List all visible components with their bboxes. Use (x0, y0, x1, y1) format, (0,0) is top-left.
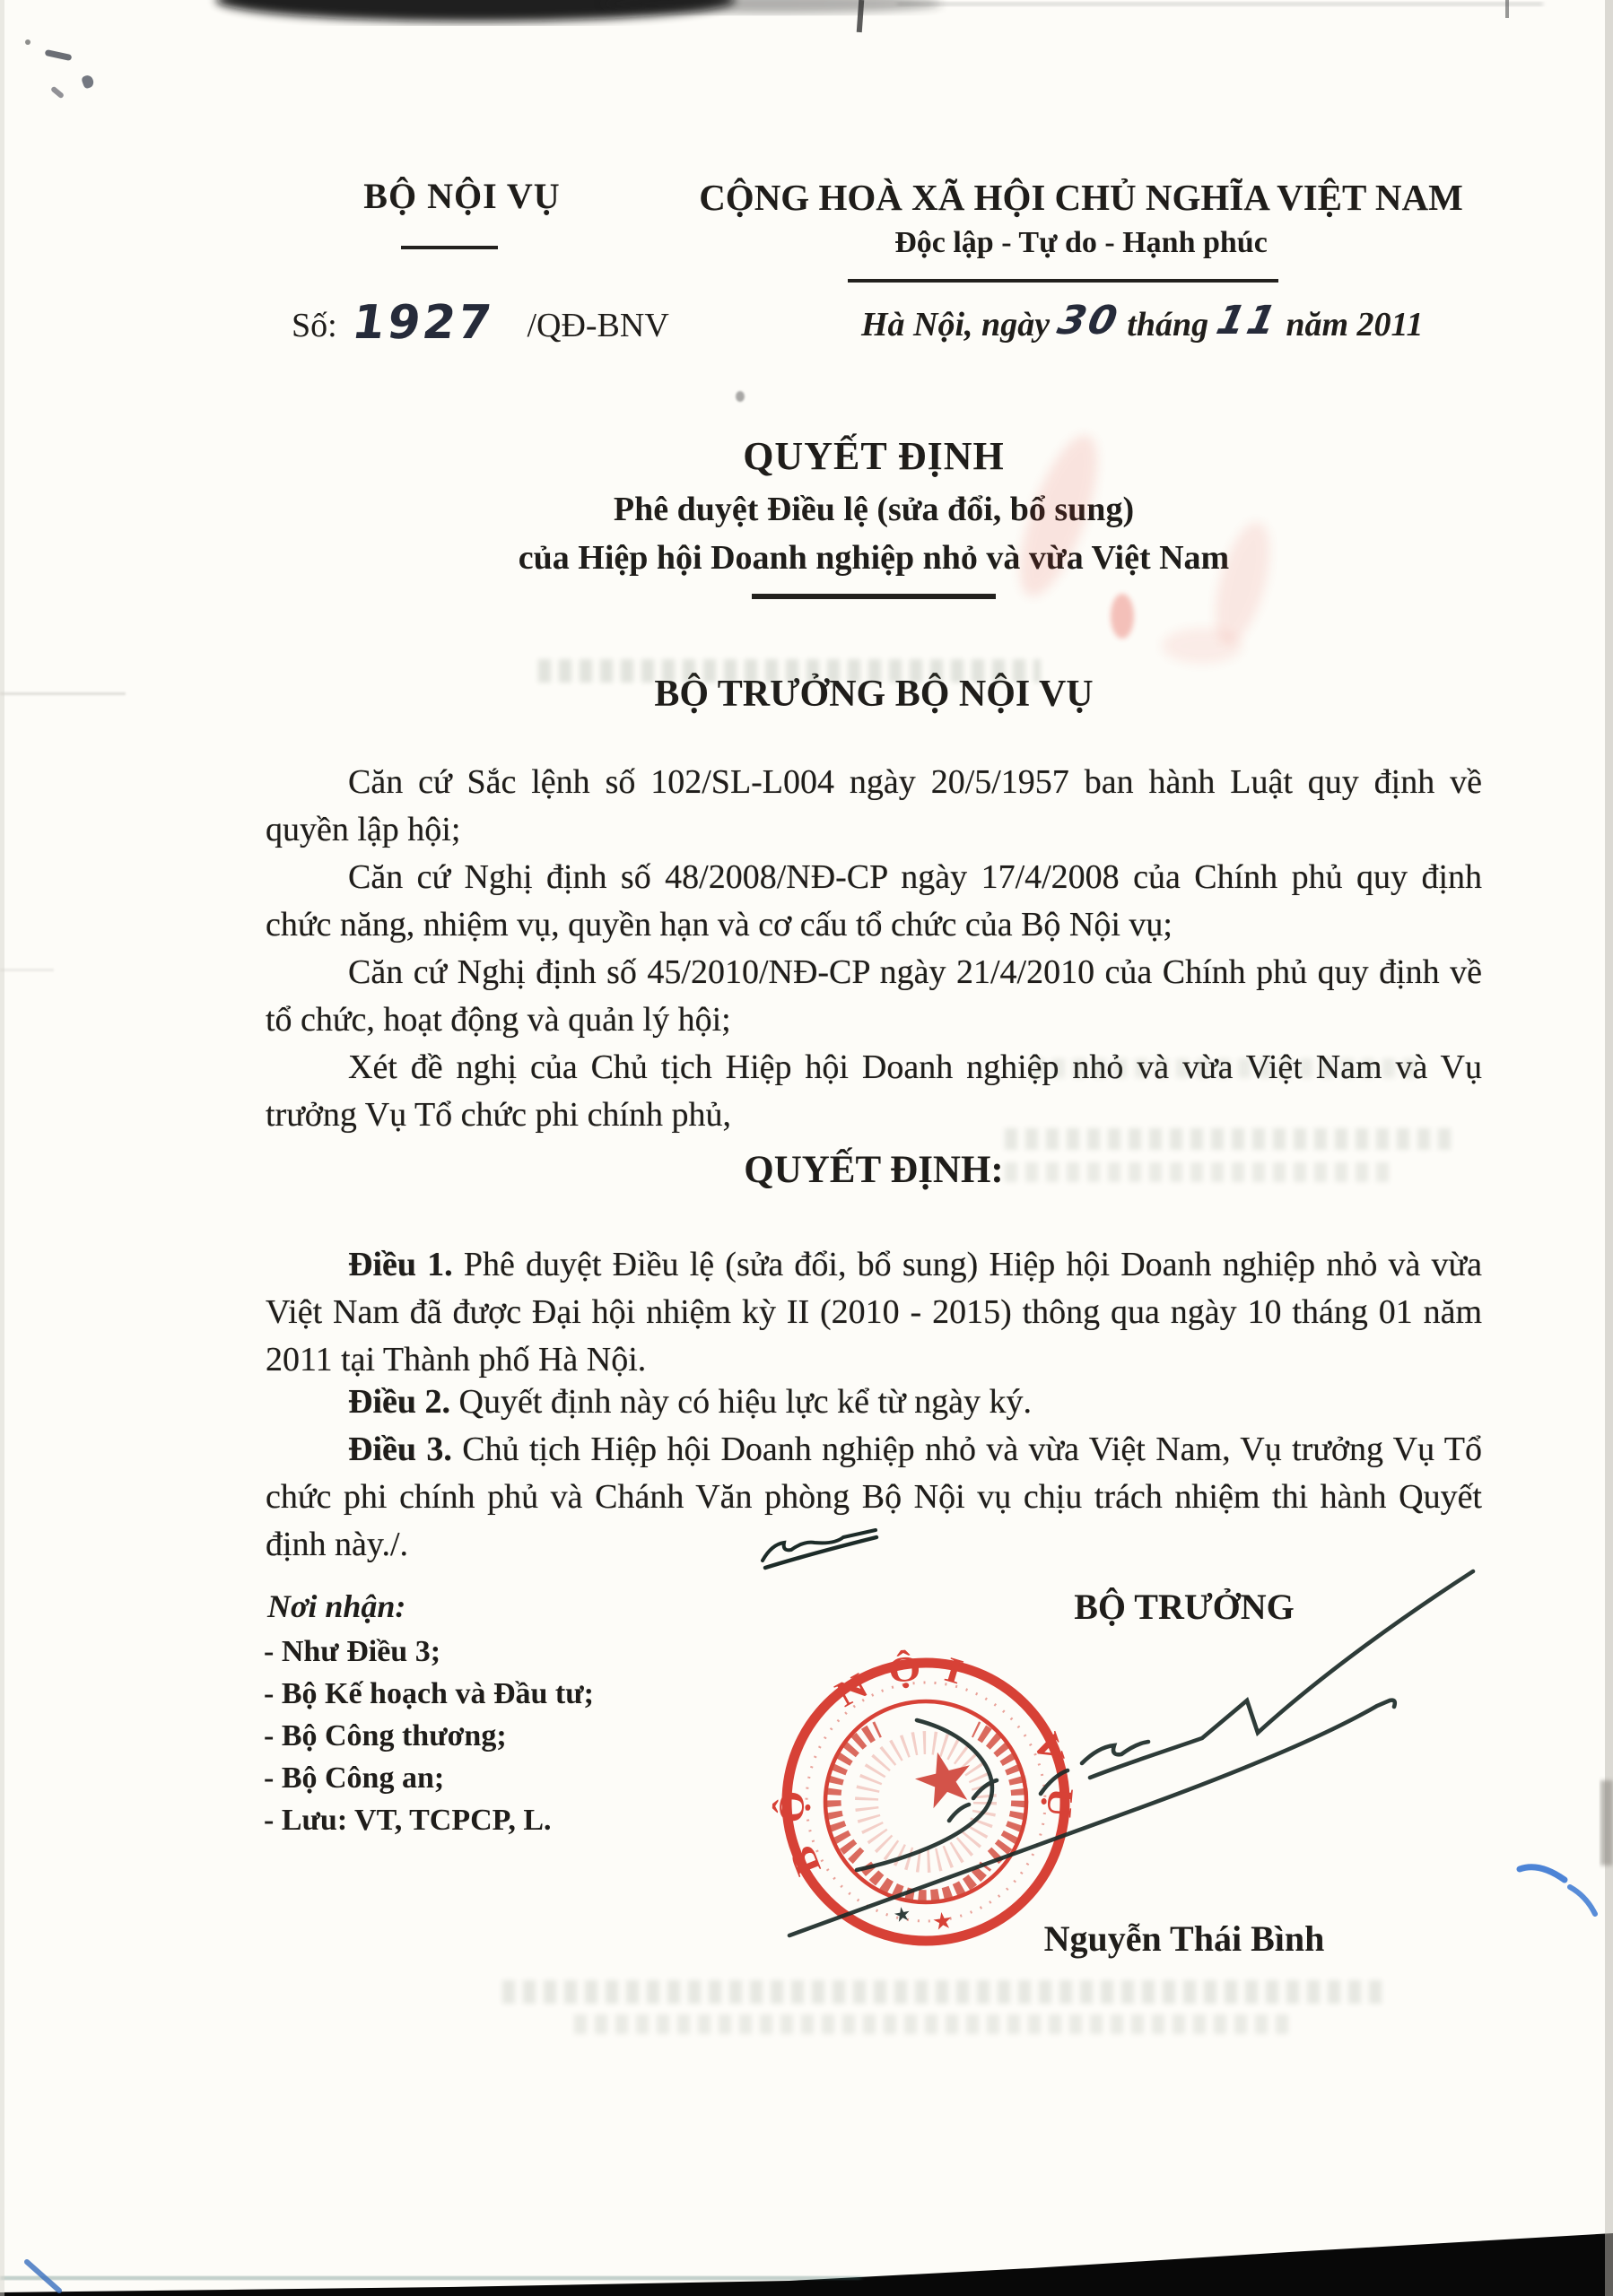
bottom-edge-speckle-line (0, 2276, 861, 2280)
national-name-line: CỘNG HOÀ XÃ HỘI CHỦ NGHĨA VIỆT NAM (699, 177, 1463, 218)
national-motto-block (691, 176, 1471, 260)
title-block (266, 433, 1482, 599)
top-edge-smudge (215, 0, 736, 22)
article-2-label: Điều 2. (348, 1383, 450, 1421)
preamble-paragraph: Xét đề nghị của Chủ tịch Hiệp hội Doanh nghiệp nhỏ và vừa Việt Nam và Vụ trưởng Vụ Tổ chức phi chính phủ, (266, 1048, 1482, 1134)
recipient-item: - Bộ Công an; (264, 1761, 445, 1795)
bleedthrough-smudge (538, 659, 1041, 683)
decision-heading: QUYẾT ĐỊNH: (744, 1149, 1004, 1191)
ink-dot (736, 391, 745, 402)
signature-wiggle-stroke (1041, 1742, 1148, 1794)
pen-mark (45, 49, 73, 61)
national-motto-line: Độc lập - Tự do - Hạnh phúc (894, 226, 1268, 259)
blue-mark-stroke-2 (1570, 1887, 1595, 1914)
blue-pen-mark (1514, 1849, 1613, 1921)
article-1-label: Điều 1. (348, 1246, 453, 1283)
signature-loop-stroke (857, 1720, 992, 1870)
recipient-item: - Bộ Công thương; (264, 1719, 507, 1752)
bleedthrough-smudge (1005, 1162, 1391, 1182)
document-subject-line2: của Hiệp hội Doanh nghiệp nhỏ và vừa Việt Nam (518, 539, 1230, 577)
seal-ring-text: BỘ NỘI VỤ (770, 1646, 1082, 1882)
bottom-edge-shadow (0, 2233, 1613, 2296)
seal-bottom-star-icon: ★ (930, 1907, 955, 1937)
left-edge-line (0, 0, 4, 2296)
issuing-org-name: BỘ NỘI VỤ (363, 176, 561, 216)
article-3-text: Chủ tịch Hiệp hội Doanh nghiệp nhỏ và vừa Việt Nam, Vụ trưởng Vụ Tổ chức phi chính phủ và Chánh Văn phòng Bộ Nội vụ chịu trách nhiệm thi hành Quyết định này./. (266, 1431, 1483, 1563)
fold-crease (0, 692, 126, 695)
place-date-thang: tháng (1127, 306, 1209, 344)
preamble-paragraph: Căn cứ Nghị định số 48/2008/NĐ-CP ngày 17/4/2008 của Chính phủ quy định chức năng, nhiệm vụ, quyền hạn và cơ cấu tổ chức của Bộ Nội vụ; (266, 858, 1482, 944)
top-edge-line (897, 2, 1543, 6)
red-pencil-mark (1111, 594, 1134, 639)
place-date-prefix: Hà Nội, ngày (861, 306, 1051, 344)
place-date-nam: năm 2011 (1286, 306, 1424, 344)
document-number-label: Số: (292, 307, 337, 344)
signer-title: BỘ TRƯỞNG (1074, 1587, 1295, 1627)
document-number-line (292, 294, 669, 348)
bleedthrough-smudge (1005, 1128, 1453, 1150)
date-month-handwritten: 11 (1212, 298, 1283, 344)
top-edge-tick-small (1505, 0, 1509, 18)
signature-upper-stroke (1090, 1571, 1473, 1778)
signature-strokes (789, 1571, 1473, 1935)
title-underline-rule (752, 594, 996, 599)
recipient-item: - Như Điều 3; (264, 1635, 441, 1668)
top-edge-tick (857, 0, 864, 32)
article-1-text: Phê duyệt Điều lệ (sửa đổi, bổ sung) Hiệp hội Doanh nghiệp nhỏ và vừa Việt Nam đã được Đại hội nhiệm kỳ II (2010 - 2015) thông qua ngày 10 tháng 01 năm 2011 tại Thành phố Hà Nội. (266, 1246, 1483, 1378)
document-type-title: QUYẾT ĐỊNH (743, 434, 1005, 478)
bleedthrough-smudge (1032, 1058, 1417, 1078)
pen-mark (81, 74, 95, 89)
pen-dot (25, 39, 31, 45)
motto-divider-line (848, 279, 1278, 283)
bleedthrough-smudge (502, 1980, 1382, 2004)
signature-star-mark-icon: ★ (891, 1902, 913, 1928)
preamble-paragraph: Căn cứ Nghị định số 45/2010/NĐ-CP ngày 21/4/2010 của Chính phủ quy định về tổ chức, hoạt động và quản lý hội; (266, 953, 1482, 1039)
fold-crease (0, 969, 54, 971)
bleedthrough-smudge (574, 2014, 1292, 2034)
blue-mark-stroke-1 (1520, 1867, 1565, 1880)
article-3-label: Điều 3. (348, 1431, 452, 1468)
document-subject-line1: Phê duyệt Điều lệ (sửa đổi, bổ sung) (613, 491, 1135, 528)
recipient-item: - Lưu: VT, TCPCP, L. (264, 1804, 552, 1837)
recipient-item: - Bộ Kế hoạch và Đầu tư; (264, 1677, 594, 1710)
red-pencil-smudge (1162, 628, 1242, 664)
document-number-suffix: /QĐ-BNV (527, 307, 669, 344)
article-2 (266, 1378, 1482, 1426)
signature-lower-stroke (789, 1700, 1395, 1935)
top-edge-smudge-faint (601, 0, 942, 13)
document-number-handwritten: 1927 (348, 296, 498, 350)
issuer-heading: BỘ TRƯỞNG BỘ NỘI VỤ (654, 674, 1094, 715)
preamble-block (266, 759, 1482, 1139)
date-day-handwritten: 30 (1053, 298, 1124, 344)
place-date-line (861, 300, 1435, 345)
article-1 (266, 1241, 1482, 1384)
recipients-list (264, 1631, 594, 1841)
bottom-corner-blue-dash (27, 2262, 59, 2291)
right-edge-line (1605, 0, 1613, 2296)
article-2-text: Quyết định này có hiệu lực kể từ ngày ký. (458, 1383, 1032, 1421)
preamble-paragraph: Căn cứ Sắc lệnh số 102/SL-L004 ngày 20/5/1957 ban hành Luật quy định về quyền lập hội; (266, 763, 1482, 848)
emblem-star-icon: ★ (902, 1730, 987, 1830)
issuing-org-block (327, 175, 597, 217)
minister-signature (745, 1525, 1516, 1964)
recipients-heading: Nơi nhận: (267, 1588, 406, 1624)
signer-name: Nguyễn Thái Bình (1043, 1918, 1325, 1959)
pen-mark (50, 86, 65, 100)
org-divider-line (401, 246, 498, 249)
